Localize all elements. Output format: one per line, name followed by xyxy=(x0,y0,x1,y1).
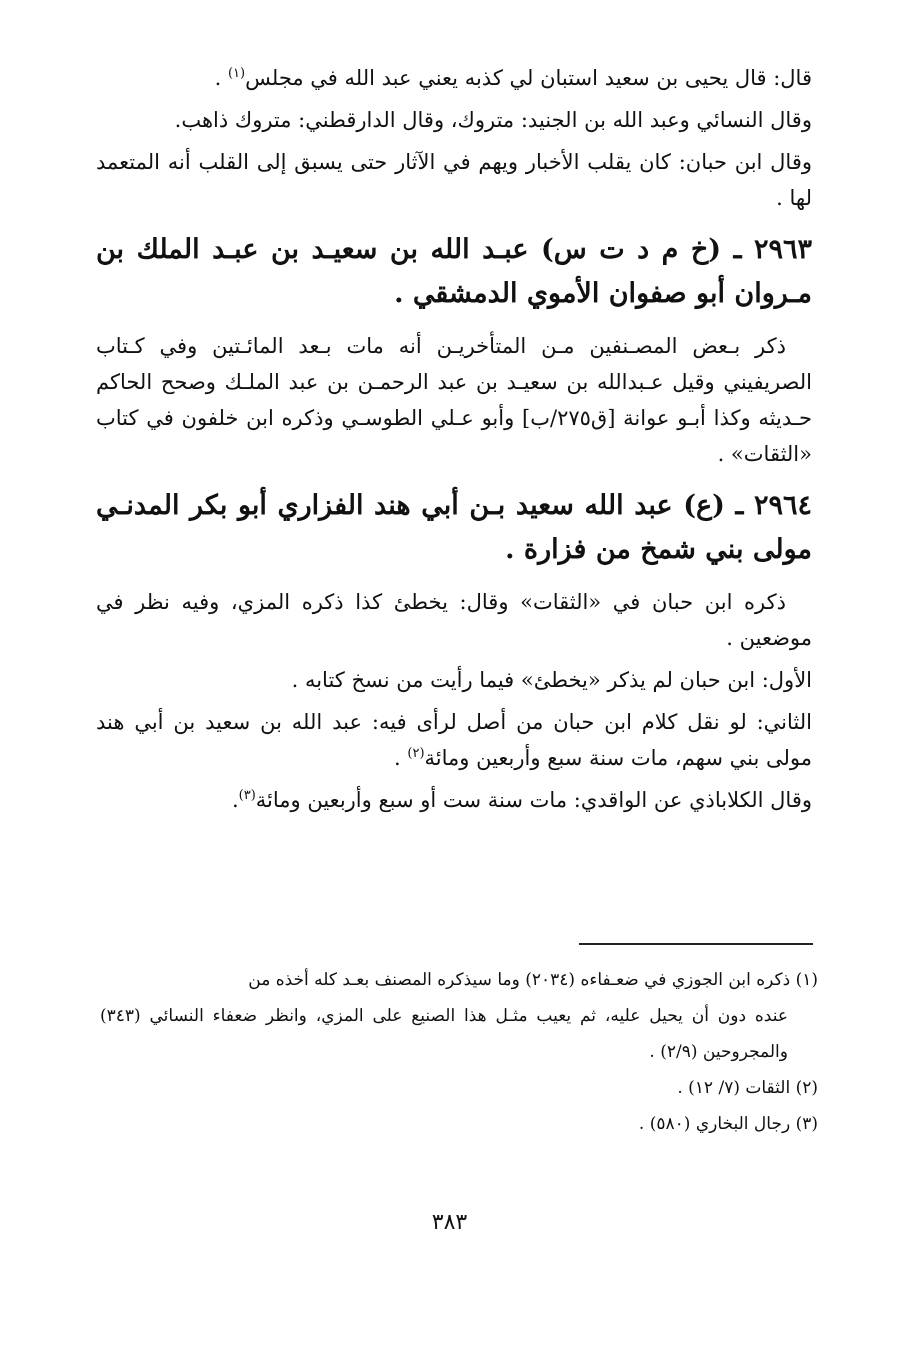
paragraph-text: وقال الكلاباذي عن الواقدي: مات سنة ست أو سبع وأربعين ومائة xyxy=(255,788,812,812)
footnote-2: (٢) الثقات (٧/ ١٢) . xyxy=(677,1078,818,1098)
entry-heading: ٢٩٦٣ ـ (خ م د ت س) عبـد الله بن سعيـد بن عبـد الملك بن مـروان أبو صفوان الأموي الدمشقي . xyxy=(96,234,812,309)
footnote-ref[interactable]: (٣) xyxy=(238,788,256,803)
footnote-ref[interactable]: (١) xyxy=(227,66,246,81)
paragraph-text: الثاني: لو نقل كلام ابن حبان من أصل لرأى فيه: عبد الله بن سعيد بن أبي هند مولى بني سهم، مات سنة سبع وأربعين ومائة xyxy=(96,710,812,770)
paragraph: ذكر بـعض المصـنفين مـن المتأخريـن أنه مات بـعد المائـتين وفي كـتاب الصريفيني وقيل عـبدالله بن سعيـد بن عبد الرحمـن بن عبد الملـك وصحح الحاكم حـديثه وكذا أبـو عوانة [ق٢٧٥/ب] وأبو عـلي الطوسـي وذكره ابن خلفون في كتاب «الثقات» . xyxy=(96,334,812,466)
main-text xyxy=(96,60,812,824)
paragraph-text: . xyxy=(214,66,228,90)
paragraph xyxy=(96,704,812,776)
entry-heading: ٢٩٦٤ ـ (ع) عبد الله سعيد بـن أبي هند الفزاري أبو بكر المدنـي مولى بني شمخ من فزارة . xyxy=(96,490,812,565)
paragraph xyxy=(96,60,812,96)
page-number: ٣٨٣ xyxy=(431,1210,468,1235)
paragraph-text: . xyxy=(394,746,408,770)
footnotes xyxy=(100,962,818,1142)
paragraph: وقال النسائي وعبد الله بن الجنيد: متروك، وقال الدارقطني: متروك ذاهب. xyxy=(174,108,812,132)
paragraph xyxy=(96,782,812,818)
paragraph-text: . xyxy=(231,788,239,812)
footnote-1-continuation: عنده دون أن يحيل عليه، ثم يعيب مثـل هذا الصنيع على المزي، وانظر ضعفاء النسائي (٣٤٣) والمجروحين (٢/٩) . xyxy=(100,1006,788,1062)
footnote-3: (٣) رجال البخاري (٥٨٠) . xyxy=(638,1114,818,1134)
paragraph: وقال ابن حبان: كان يقلب الأخبار ويهم في الآثار حتى يسبق إلى القلب أنه المتعمد لها . xyxy=(96,150,812,210)
footnote-divider xyxy=(579,943,813,945)
footnote-1: (١) ذكره ابن الجوزي في ضعـفاءه (٢٠٣٤) وما سيذكره المصنف بعـد كله أخذه من xyxy=(248,970,818,990)
paragraph: الأول: ابن حبان لم يذكر «يخطئ» فيما رأيت من نسخ كتابه . xyxy=(291,668,812,692)
footnote-ref[interactable]: (٢) xyxy=(407,746,425,761)
paragraph: ذكره ابن حبان في «الثقات» وقال: يخطئ كذا ذكره المزي، وفيه نظر في موضعين . xyxy=(96,590,812,650)
paragraph-text: قال: قال يحيى بن سعيد استبان لي كذبه يعني عبد الله في مجلس xyxy=(245,66,812,90)
